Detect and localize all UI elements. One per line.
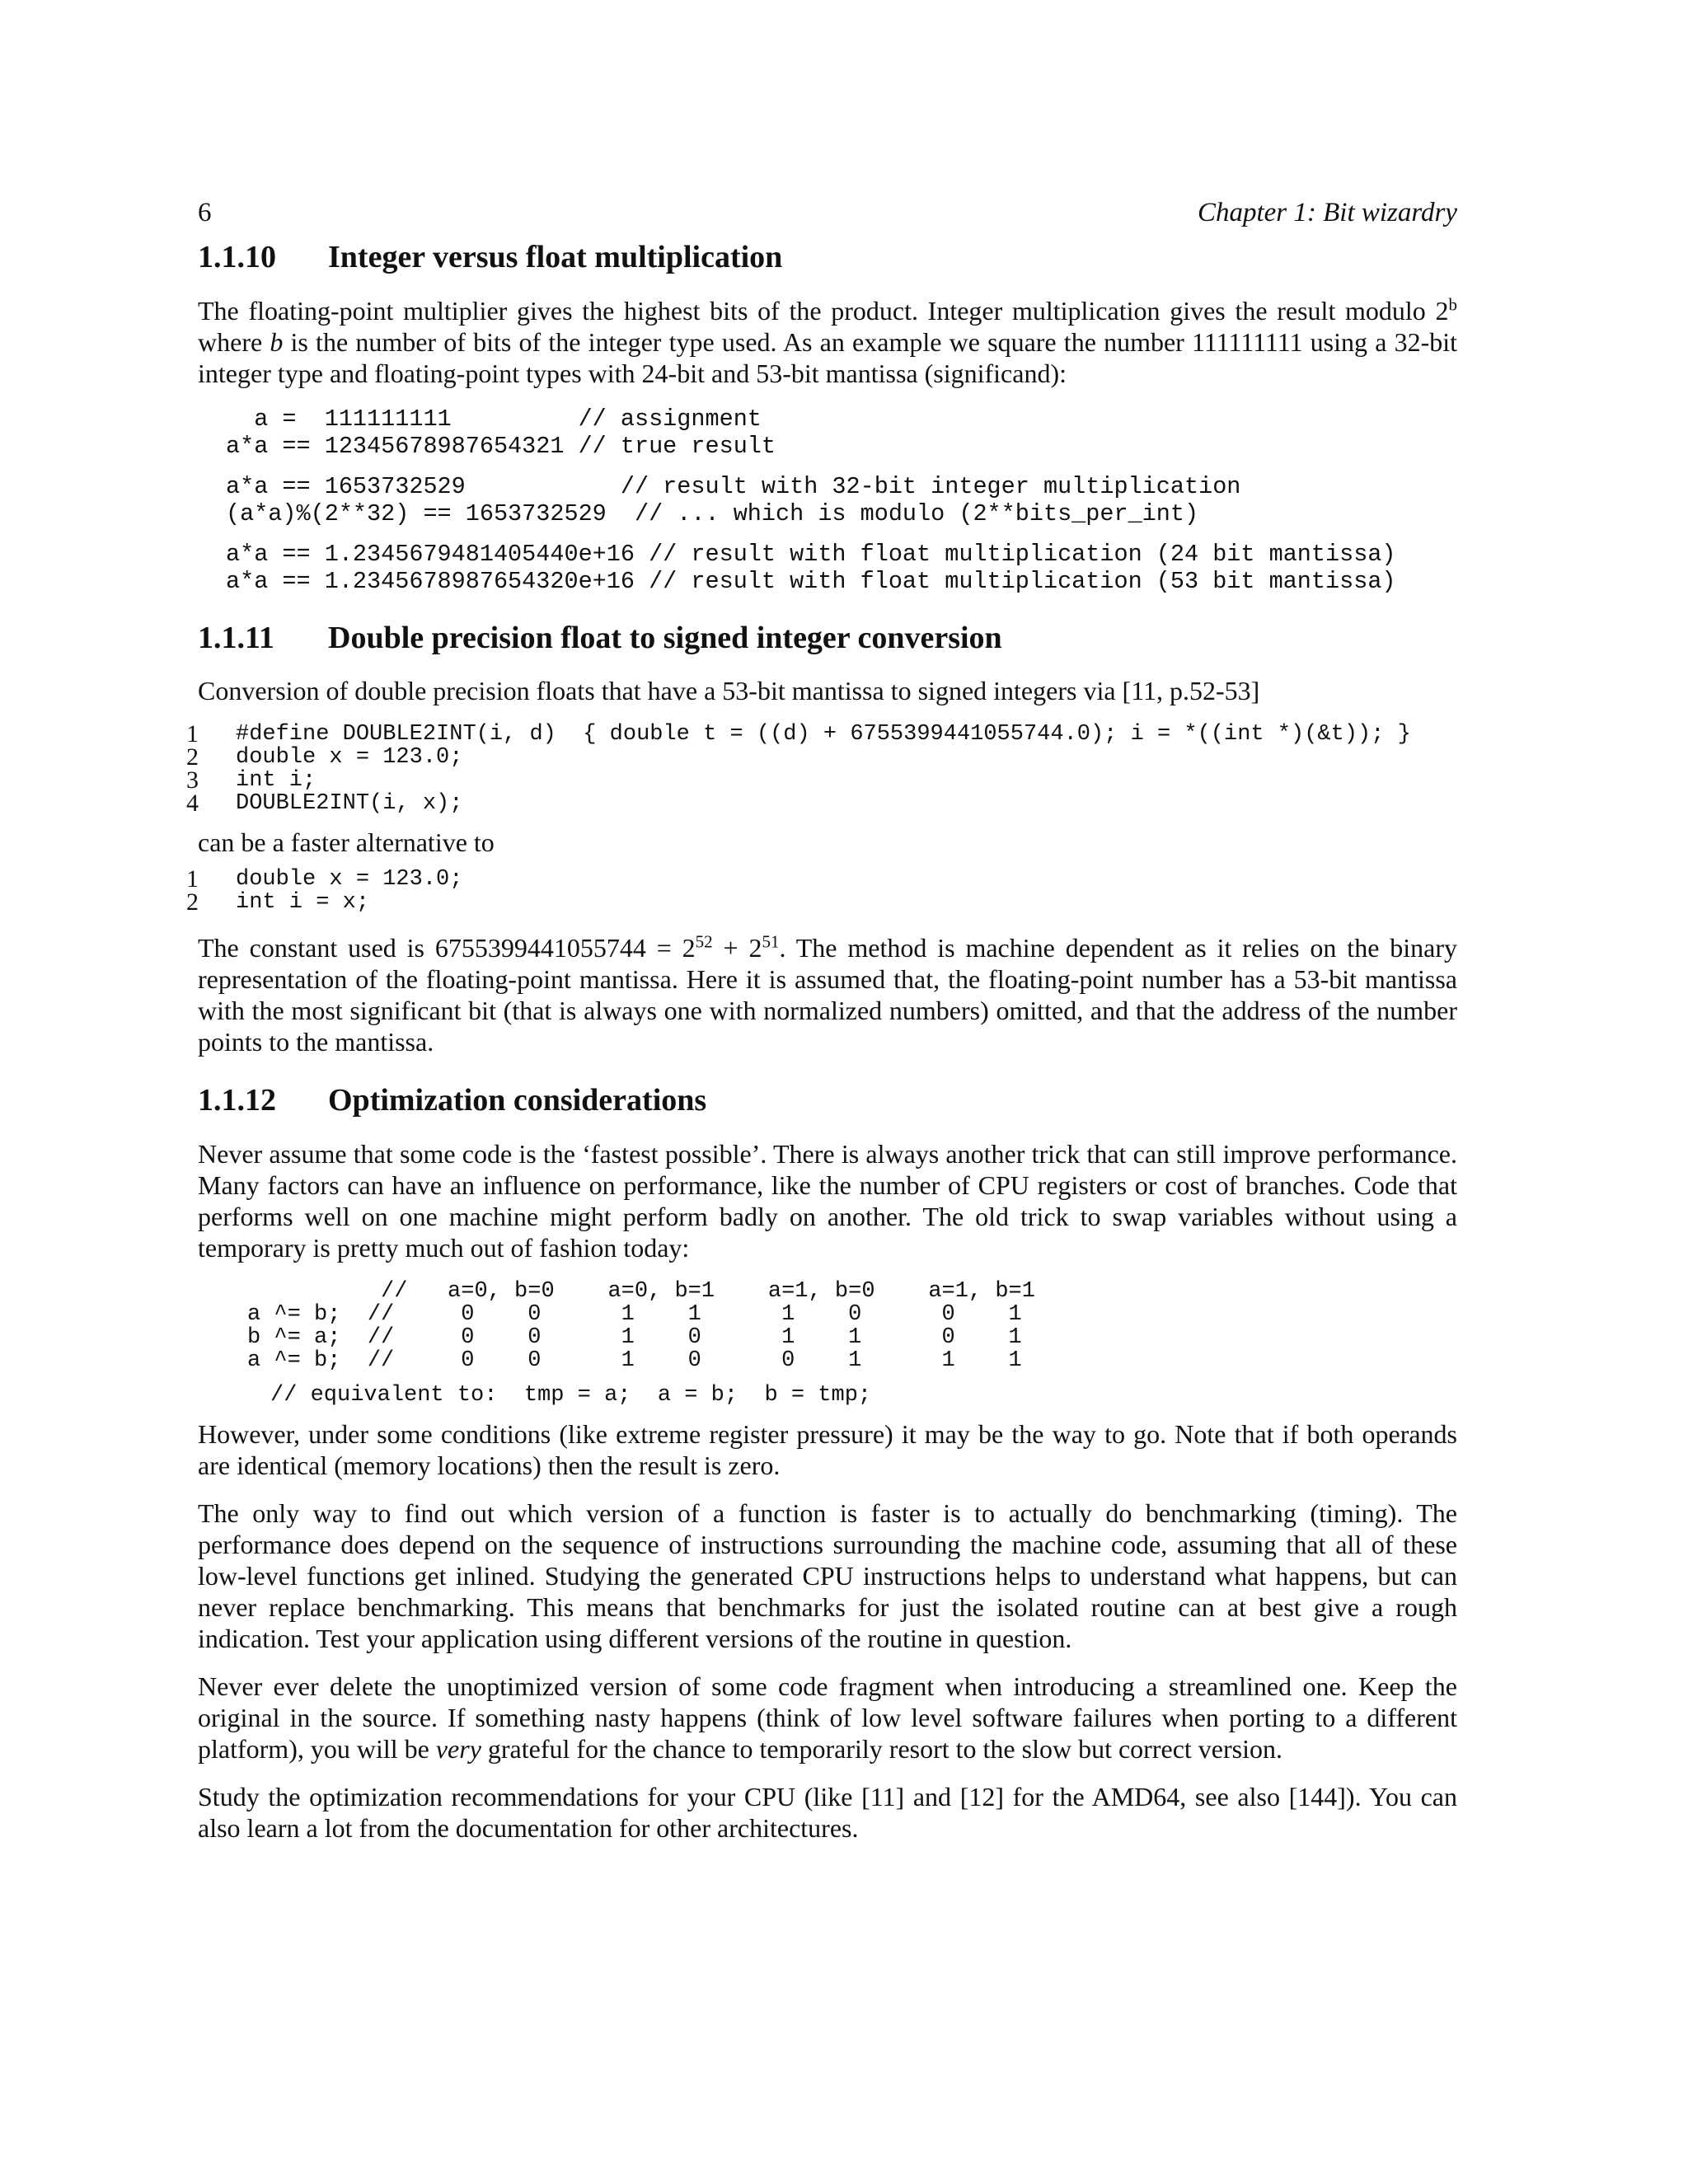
section-heading (198, 239, 1457, 277)
paragraph: can be a faster alternative to (198, 827, 495, 858)
line-code: double x = 123.0; (236, 745, 463, 771)
paragraph: However, under some conditions (like extreme register pressure) it may be the way to go. Note that if both operands are identical (memory locations) then the result is zero. (198, 1418, 1457, 1480)
section-1-1-10 (198, 239, 1457, 595)
paragraph (198, 295, 1457, 389)
section-title: Integer versus float multiplication (328, 240, 783, 274)
text: The floating-point multiplier gives the highest bits of the product. Integer multiplication gives the result modulo 2 (198, 295, 1449, 326)
text: where (198, 326, 270, 357)
line-code: int i; (236, 768, 316, 794)
section-heading (198, 620, 1457, 658)
section-heading (198, 1082, 1457, 1120)
page-number: 6 (198, 198, 212, 227)
section-1-1-12 (198, 1082, 1457, 1844)
text: + 2 (712, 933, 762, 963)
superscript: 51 (762, 931, 780, 952)
code-line (186, 865, 1457, 893)
text: is the number of bits of the integer type used. As an example we square the number 111111111 using a 32-bit integer type and floating-point types with 24-bit and 53-bit mantissa (significand): (198, 326, 1458, 388)
line-number: 4 (186, 790, 199, 818)
code-listing-1 (186, 720, 1457, 818)
code-line (186, 720, 1457, 748)
running-head (198, 198, 1457, 239)
section-1-1-11 (186, 620, 1458, 1058)
code-line (186, 790, 1457, 818)
section-number: 1.1.11 (198, 620, 274, 655)
code-line (186, 743, 1457, 771)
code-line (186, 766, 1457, 794)
section-title: Optimization considerations (328, 1083, 707, 1118)
superscript: b (1448, 293, 1457, 314)
line-code: DOUBLE2INT(i, x); (236, 791, 463, 817)
line-number: 3 (186, 766, 199, 794)
line-number: 1 (186, 720, 199, 748)
paragraph: Study the optimization recommendations for your CPU (like [11] and [12] for the AMD64, see also [144]). You can also learn a lot from the documentation for other architectures. (198, 1781, 1457, 1843)
xor-swap-code: // a=0, b=0 a=0, b=1 a=1, b=0 a=1, b=1 a ^= b; // 0 0 1 1 1 0 0 1 b ^= a; // 0 0 1 0 1 1 0 1 a ^= b; // 0 0 1 0 0 1 1 1 (247, 1278, 1035, 1373)
line-code: double x = 123.0; (236, 867, 463, 893)
xor-swap-table (247, 1280, 1457, 1407)
variable: b (270, 326, 284, 357)
emphasis: very (435, 1733, 481, 1764)
line-number: 2 (186, 743, 199, 771)
section-number: 1.1.12 (198, 1083, 276, 1118)
code-listing-2 (186, 865, 1457, 916)
page (186, 198, 1458, 1868)
code-float-mult: a*a == 1.2345679481405440e+16 // result with float multiplication (24 bit mantissa) a*a == 1.2345678987654320e+16 // result with float multiplication (53 bit mantissa) (226, 540, 1396, 595)
paragraph: The only way to find out which version of a function is faster is to actually do benchmarking (timing). The performance does depend on the sequence of instructions surrounding the machine code, assuming that all of these low-level functions get inlined. Studying the generated CPU instructions helps to understand what happens, but can never replace benchmarking. This means that benchmarks for just the isolated routine can at best give a rough indication. Test your application using different versions of the routine in question. (198, 1497, 1457, 1653)
code-assignment: a = 111111111 // assignment a*a == 12345678987654321 // true result (226, 405, 776, 460)
section-title: Double precision float to signed integer conversion (328, 620, 1002, 655)
text: grateful for the chance to temporarily resort to the slow but correct version. (481, 1733, 1282, 1764)
swap-equivalent-code: // equivalent to: tmp = a; a = b; b = tmp; (270, 1382, 872, 1408)
text: The constant used is 6755399441055744 = 2 (198, 933, 696, 963)
paragraph (198, 932, 1457, 1057)
line-code: #define DOUBLE2INT(i, d) { double t = ((d) + 6755399441055744.0); i = *((int *)(&t)); } (236, 722, 1411, 748)
chapter-title: Chapter 1: Bit wizardry (1197, 198, 1457, 227)
text: . The method is machine dependent as it relies on the binary representation of the floating-point mantissa. Here it is assumed that, the floating-point number has a 53-bit mantissa with the most significant bit (that is always one with normalized numbers) omitted, and that the address of the number points to the mantissa. (198, 933, 1458, 1057)
paragraph: Conversion of double precision floats that have a 53-bit mantissa to signed integers via [11, p.52-53] (198, 676, 1260, 706)
line-number: 2 (186, 888, 199, 916)
line-code: int i = x; (236, 890, 370, 916)
text: Never ever delete the unoptimized version of some code fragment when introducing a streamlined one. Keep the original in the source. If something nasty happens (think of low level software failures when porting to a different platform), you will be (198, 1671, 1457, 1764)
paragraph (198, 1671, 1457, 1765)
code-integer-mult: a*a == 1653732529 // result with 32-bit integer multiplication (a*a)%(2**32) == 1653732529 // ... which is modulo (2**bits_per_int) (226, 472, 1241, 527)
line-number: 1 (186, 865, 199, 893)
superscript: 52 (695, 931, 713, 952)
code-line (186, 888, 1457, 916)
section-number: 1.1.10 (198, 240, 276, 274)
paragraph: Never assume that some code is the ‘fastest possible’. There is always another trick that can still improve performance. Many factors can have an influence on performance, like the number of CPU registers or cost of branches. Code that performs well on one machine might perform badly on another. The old trick to swap variables without using a temporary is pretty much out of fashion today: (198, 1138, 1457, 1263)
code-block (226, 405, 1457, 595)
